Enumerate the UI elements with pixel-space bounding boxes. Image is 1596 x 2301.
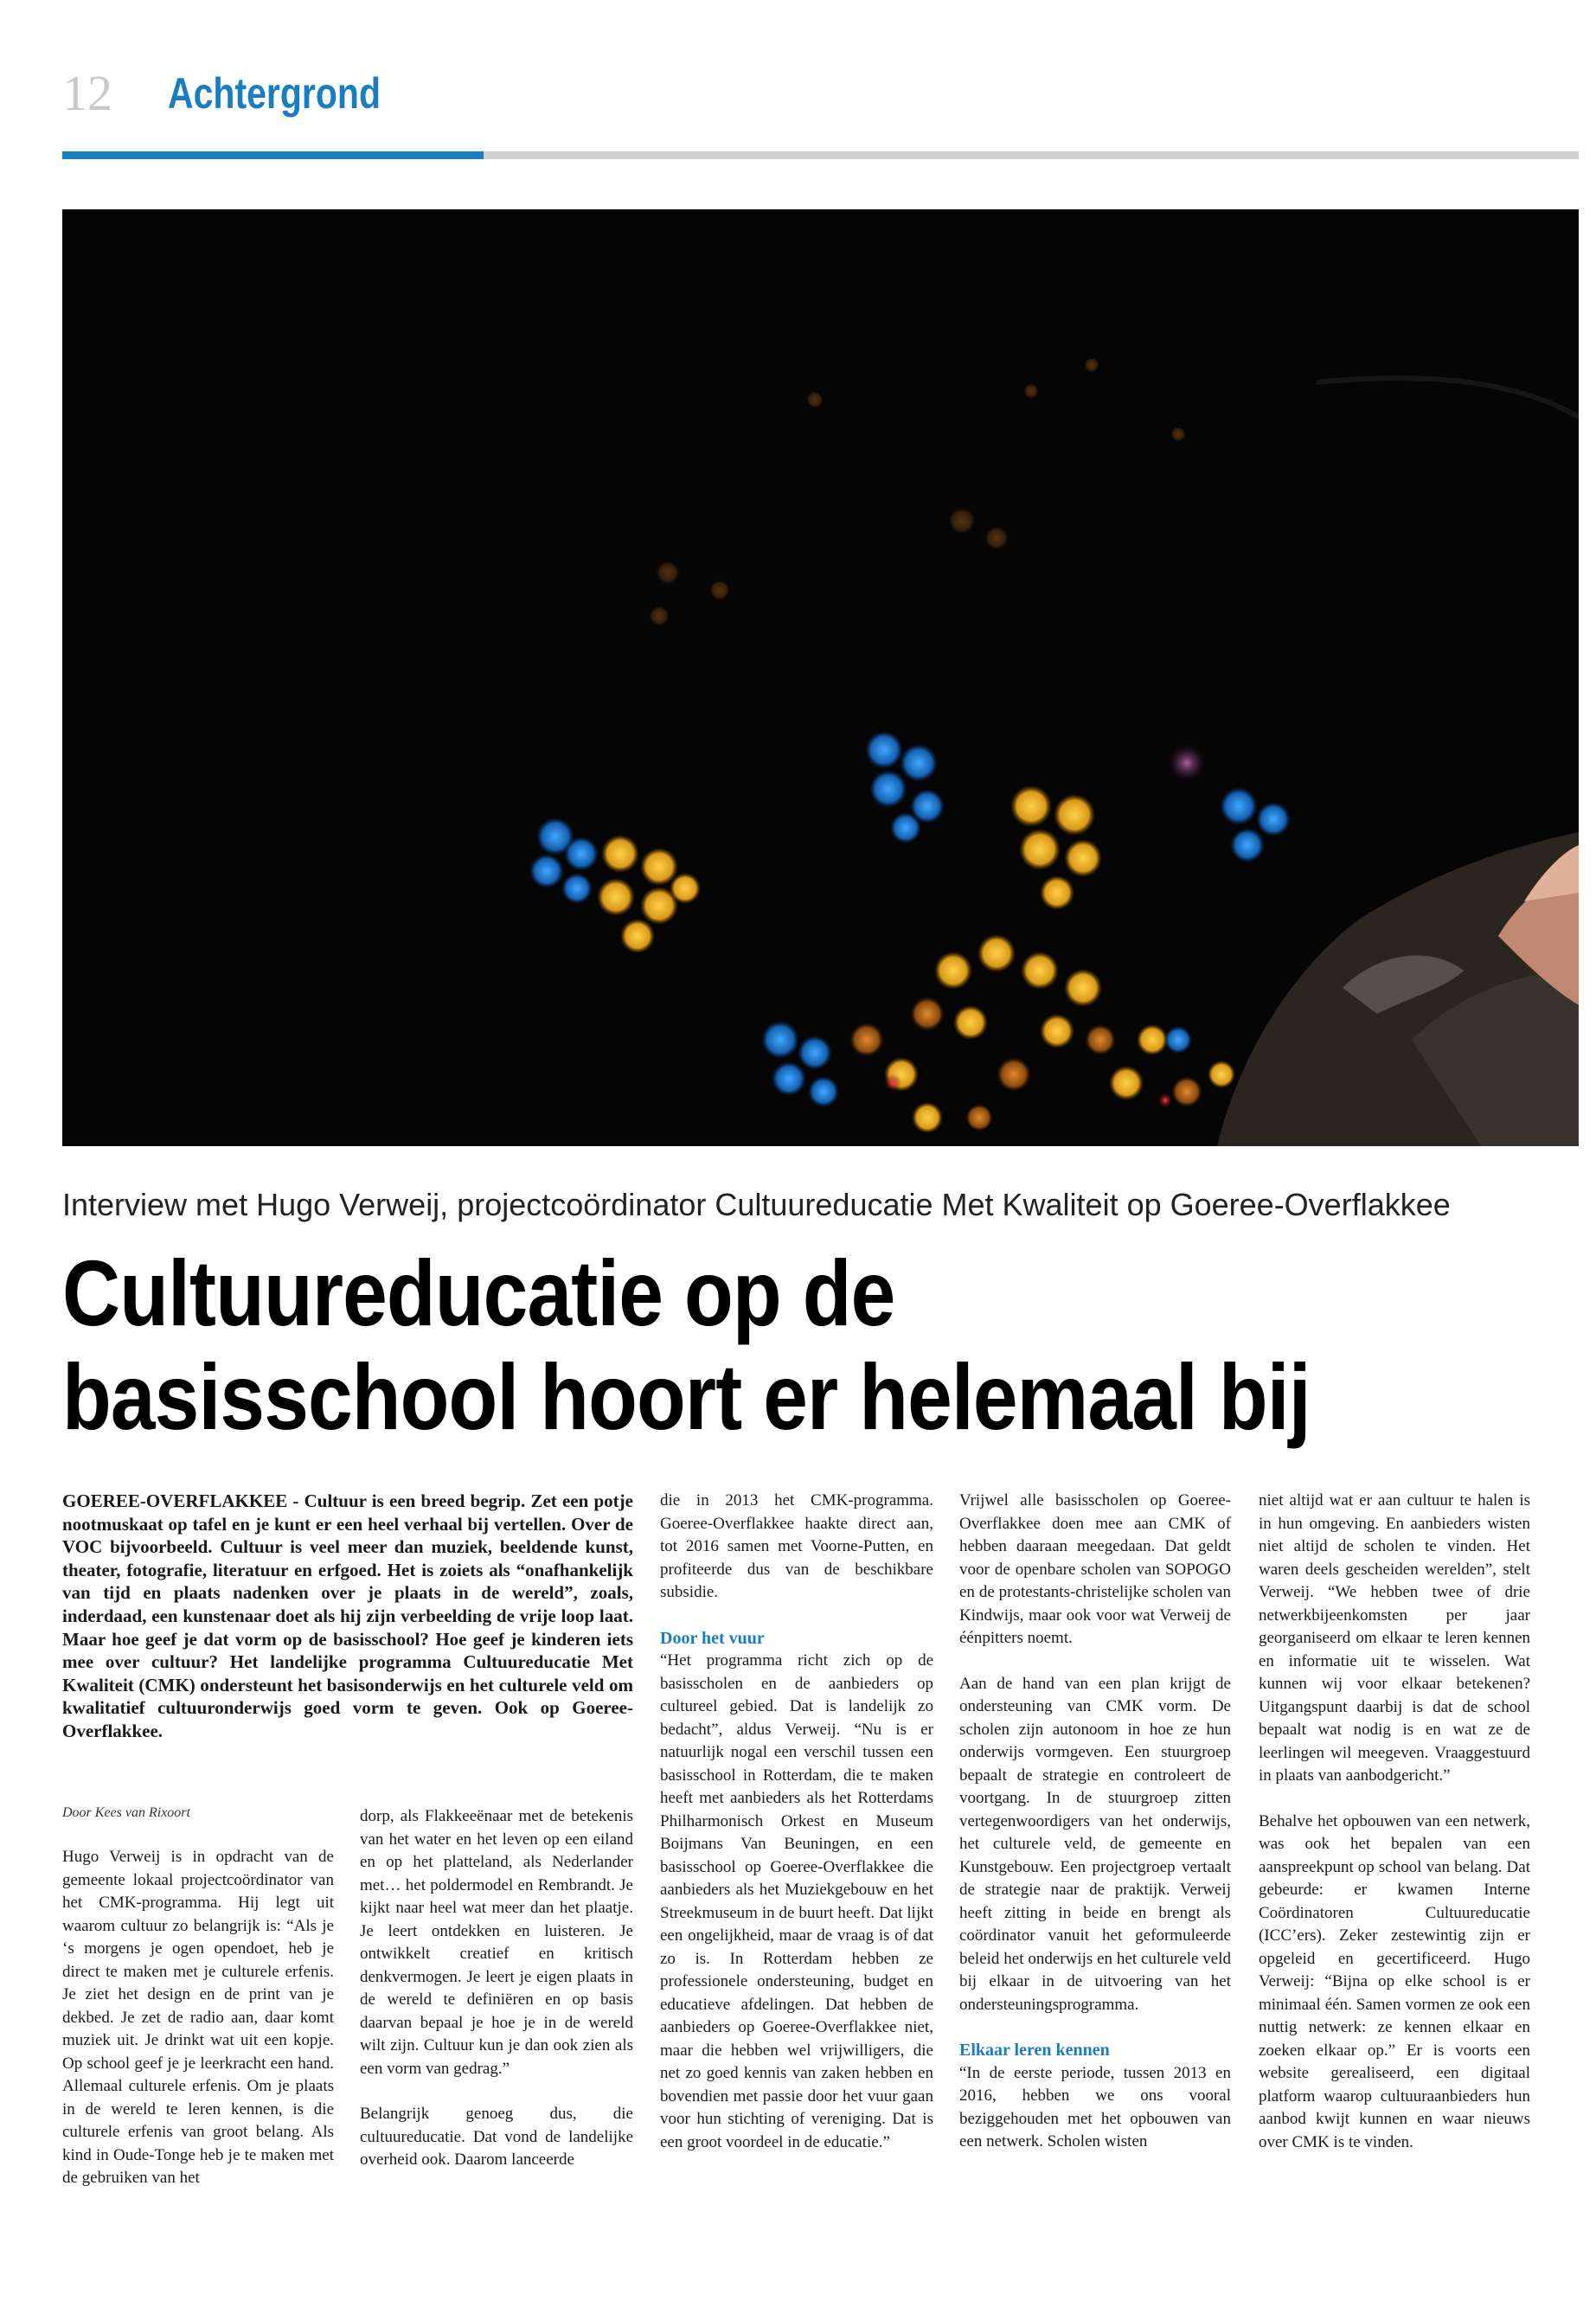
paragraph: Hugo Verweij is in opdracht van de gemeente lokaal projectcoördinator van het CMK-programma. Hij legt uit waarom cultuur zo belangrijk is: “Als je ‘s morgens je ogen opendoet, heb je direct te maken met je culturele erfenis. Je ziet het design en de print van je dekbed. Je zet de radio aan, daar komt muziek uit. Je drinkt wat uit een kopje. Op school geef je je leerkracht een hand. Allemaal culturele erfenis. Om je plaats in de wereld te leren kennen, is die culturele erfenis van groot belang. Als kind in Oude-Tonge heb je te maken met de gebruiken van het [62, 1848, 334, 2187]
paragraph: dorp, als Flakkeeënaar met de betekenis van het water en het leven op een eiland en op het platteland, als Nederlander met… het poldermodel en Rembrandt. Je kijkt naar heel wat meer dan het plaatje. Je leert ontdekken en luisteren. Je ontwikkelt creatief en kritisch denkvermogen. Je leert je eigen plaats in de wereld te definiëren en op basis daarvan bepaal je hoe je in de wereld wilt zijn. Cultuur kun je dan ook zien als een vorm van gedrag.” [360, 1807, 633, 2078]
paragraph: Belangrijk genoeg dus, die cultuureducatie. Dat vond de landelijke overheid ook. Daarom lanceerde [360, 2105, 633, 2169]
body-column-3 [660, 1490, 933, 2176]
subhead-elkaar-leren-kennen: Elkaar leren kennen [959, 2041, 1110, 2060]
article-kicker: Interview met Hugo Verweij, projectcoördinator Cultuureducatie Met Kwaliteit op Goeree-Overflakkee [62, 1187, 1451, 1222]
body-column-2 [360, 1805, 633, 2195]
page-number: 12 [62, 65, 112, 121]
body-column-5 [1259, 1490, 1530, 2176]
article-headline [62, 1241, 1367, 1449]
article-photo [62, 209, 1579, 1146]
article-lead: GOEREE-OVERFLAKKEE - Cultuur is een breed begrip. Zet een potje nootmuskaat op tafel en je kunt er een heel verhaal bij vertellen. Over de VOC bijvoorbeeld. Cultuur is veel meer dan muziek, beeldende kunst, theater, fotografie, literatuur en erfgoed. Het is zoiets als “onafhankelijk van tijd en plaats nadenken over je plaats in de wereld”, zoals, inderdaad, een kunstenaar doet als hij zijn verbeelding de vrije loop laat. Maar hoe geef je dat vorm op de basisschool? Hoe geef je kinderen iets mee over cultuur? Het landelijke programma Cultuureducatie Met Kwaliteit (CMK) ondersteunt het basisonderwijs en het culturele veld om kwalitatief cultuuronderwijs goed vorm te geven. Ook op Goeree-Overflakkee. [62, 1490, 633, 1741]
paragraph: niet altijd wat er aan cultuur te halen is in hun omgeving. En aanbieders wisten niet altijd de scholen te vinden. Het waren deels gescheiden werelden”, stelt Verweij. “We hebben twee of drie netwerkbijeenkomsten per jaar georganiseerd om elkaar te leren kennen en informatie uit te wisselen. Wat kunnen wij voor elkaar betekenen? Uitgangspunt daarbij is dat de school bepaalt wat nodig is en wat ze de leerlingen wil meegeven. Vraaggestuurd in plaats van aanbodgericht.” [1259, 1491, 1530, 1785]
paragraph: “In de eerste periode, tussen 2013 en 2016, hebben we ons vooral beziggehouden met het opbouwen van een netwerk. Scholen wisten [959, 2063, 1231, 2150]
section-title: Achtergrond [168, 69, 381, 118]
body-column-1 [62, 1846, 334, 2213]
photo-bokeh-lights-icon [62, 209, 1579, 1146]
paragraph: Aan de hand van een plan krijgt de ondersteuning van CMK vorm. De scholen zijn autonoom in hoe ze hun onderwijs vormgeven. Een stuurgroep bepaalt de strategie en controleert de voortgang. In de stuurgroep zitten vertegenwoordigers van het onderwijs, het culturele veld, de gemeente en Kunstgebouw. Een projectgroep vertaalt de strategie naar de praktijk. Verweij heeft zitting in beide en brengt als coördinator vanuit het geformuleerde beleid het onderwijs en het culturele veld bij elkaar in de uitvoering van het ondersteuningsprogramma. [959, 1674, 1231, 2014]
header-rule-accent [62, 151, 484, 159]
paragraph: “Het programma richt zich op de basisscholen en de aanbieders op cultureel gebied. Dat is landelijk zo bedacht”, aldus Verweij. “Nu is er natuurlijk nogal een verschil tussen een basisschool in Rotterdam, die te maken heeft met aanbieders als het Rotterdams Philharmonisch Orkest en Museum Boijmans Van Beuningen, en een basisschool op Goeree-Overflakkee die aanbieders als het Muziekgebouw en het Streekmuseum in de buurt heeft. Dat lijkt een ongelijkheid, maar de vraag is of dat zo is. In Rotterdam hebben ze professionele ondersteuning, budget en educatieve afdelingen. Dat hebben de aanbieders op Goeree-Overflakkee niet, maar die hebben wel vrijwilligers, die net zo goed kennis van zaken hebben en bovendien met passie door het vuur gaan voor hun stichting of vereniging. Dat is een groot voordeel in de educatie.” [660, 1651, 933, 2151]
paragraph: Behalve het opbouwen van een netwerk, was ook het bepalen van een aanspreekpunt op school van belang. Dat gebeurde: er kwamen Interne Coördinatoren Cultuureducatie (ICC’ers). Zeker zestewintig zijn er opgeleid en gecertificeerd. Hugo Verweij: “Bijna op elke school is er minimaal één. Samen vormen ze ook een nuttig netwerk: ze kennen elkaar en zoeken elkaar op.” Er is voorts een website gerealiseerd, een digitaal platform waarop cultuuraanbieders hun aanbod kwijt kunnen en waar nieuws over CMK is te vinden. [1259, 1811, 1530, 2151]
subhead-door-het-vuur: Door het vuur [660, 1628, 765, 1648]
paragraph: die in 2013 het CMK-programma. Goeree-Overflakkee haakte direct aan, tot 2016 samen met Voorne-Putten, en profiteerde dus van de beschikbare subsidie. [660, 1491, 933, 1601]
body-column-4 [959, 1490, 1231, 2176]
headline-line-1: Cultuureducatie op de [62, 1240, 895, 1345]
paragraph: Vrijwel alle basisscholen op Goeree-Overflakkee doen mee aan CMK of hebben daaraan meegedaan. Dat geldt voor de openbare scholen van SOPOGO en de protestants-christelijke scholen van Kindwijs, maar ook voor wat Verweij de éénpitters noemt. [959, 1491, 1231, 1647]
byline: Door Kees van Rixoort [62, 1805, 190, 1820]
headline-line-2: basisschool hoort er helemaal bij [62, 1344, 1311, 1449]
